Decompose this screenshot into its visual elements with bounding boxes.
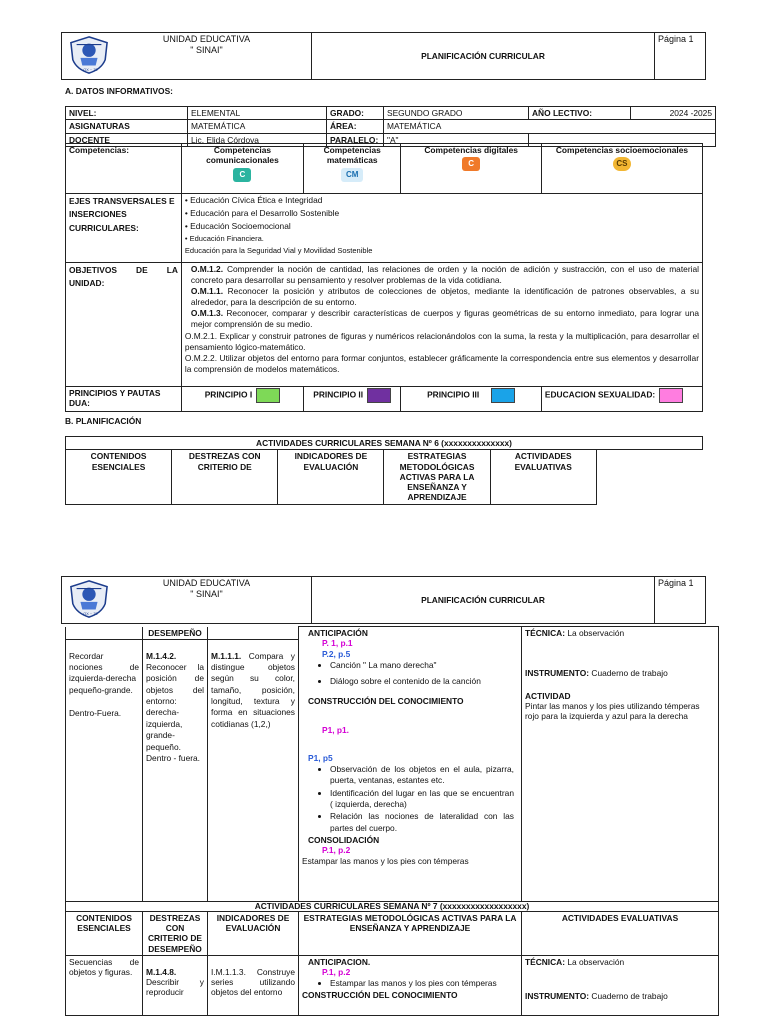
school-name-line2: " SINAI" (190, 44, 223, 55)
page-title: PLANIFICACIÓN CURRICULAR (312, 577, 655, 624)
col-actividades: ACTIVIDADES EVALUATIVAS (490, 450, 596, 504)
grado-label: GRADO: (327, 107, 384, 120)
details-table (65, 143, 703, 412)
contenidos-week6: Recordar nociones de izquierda-derecha pequeño-grande. Dentro-Fuera. (66, 639, 143, 901)
indicadores-week7: I.M.1.1.3. Construye series utilizando objetos del entorno (208, 955, 299, 1015)
eje-item: • Educación para el Desarrollo Sostenible (184, 208, 340, 219)
competencia-socioemocional: Competencias socioemocionales CS (541, 144, 702, 194)
principios-label: PRINCIPIOS Y PAUTAS DUA: (66, 387, 182, 412)
principio-2: PRINCIPIO II (303, 387, 400, 412)
ejes-label: EJES TRANSVERSALES E INSERCIONES CURRICULARES: (66, 194, 182, 263)
page-number: Página 1 (655, 33, 706, 80)
list-item: • Identificación del lugar en las que se encuentran ( izquierda, derecha) (330, 788, 514, 811)
page-title: PLANIFICACIÓN CURRICULAR (312, 33, 655, 80)
objetivos-label: OBJETIVOS DE LA UNIDAD: (66, 263, 182, 387)
eje-item: Educación para la Seguridad Vial y Movilidad Sostenible (184, 245, 373, 255)
educacion-sexualidad: EDUCACION SEXUALIDAD: (541, 387, 702, 412)
actividades-week6: TÉCNICA: La observación INSTRUMENTO: Cuaderno de trabajo ACTIVIDAD Pintar las manos y los pies utilizando témperas rojo para la izquierda y azul para la derecha (522, 627, 719, 902)
col-indicadores: INDICADORES DE EVALUACIÓN (278, 450, 384, 504)
list-item: • Diálogo sobre el contenido de la canción (330, 676, 518, 686)
col-destrezas: DESTREZAS CON CRITERIO DE (172, 450, 278, 504)
asignaturas-value: MATEMÁTICA (188, 120, 327, 133)
school-name-line1: UNIDAD EDUCATIVA (162, 34, 251, 44)
col-desempeno: DESEMPEÑO (143, 627, 208, 640)
asignaturas-label: ASIGNATURAS (66, 120, 188, 133)
school-name-line2: " SINAI" (190, 588, 223, 599)
contenidos-week7: Secuencias de objetos y figuras. (66, 955, 143, 1015)
col-destrezas: DESTREZAS CON CRITERIO DE DESEMPEÑO (143, 911, 208, 955)
indicadores-week6: M.1.1.1. Compara y distingue objetos según su color, tamaño, posición, longitud, textura y forma en situaciones cotidianas (1,2,) (208, 639, 299, 901)
actividades-week7: TÉCNICA: La observación INSTRUMENTO: Cuaderno de trabajo (522, 955, 719, 1015)
area-label: ÁREA: (327, 120, 384, 133)
area-value: MATEMÁTICA (384, 120, 716, 133)
school-cell (62, 33, 312, 80)
anio-value: 2024 -2025 (631, 107, 716, 120)
estrategias-week6: ANTICIPACIÓN P. 1, p.1 P.2, p.5 • Canción " La mano derecha" • Diálogo sobre el contenido de la canción CONSTRUCCIÓN DEL CONOCIMIENTO P1, p1. P1, p5 • Observación de los objetos en el aula, pizarra, puerta, ventanas, estantes etc. • Identificación del lugar en las que se encuentran ( izquierda, derecha) • Relación las nociones de lateralidad con las partes del cuerpo. CONSOLIDACIÓN P.1, p.2 Estampar las manos y los pies con témperas (299, 627, 522, 902)
destrezas-week7: M.1.4.8. Describir y reproducir (143, 955, 208, 1015)
col-contenidos: CONTENIDOS ESENCIALES (66, 450, 172, 504)
eje-item: • Educación Cívica Ética e Integridad (184, 195, 323, 205)
socioemocional-badge-icon: CS (613, 157, 631, 171)
educacion-sexualidad-swatch (659, 388, 683, 403)
principio-3: PRINCIPIO III (401, 387, 542, 412)
nivel-label: NIVEL: (66, 107, 188, 120)
paralelo-value: "A" (384, 133, 529, 146)
grado-value: SEGUNDO GRADO (384, 107, 529, 120)
competencia-comunicacional: Competencias comunicacionales C (181, 144, 303, 194)
section-a-title: A. DATOS INFORMATIVOS: (65, 86, 173, 96)
matematica-badge-icon: CM (341, 168, 363, 182)
school-logo-icon (66, 35, 112, 75)
info-table (65, 106, 716, 147)
competencia-digital: Competencias digitales C (401, 144, 542, 194)
school-cell (62, 577, 312, 624)
page2-header (61, 576, 706, 624)
competencias-label: Competencias: (66, 144, 182, 194)
week6-title: ACTIVIDADES CURRICULARES SEMANA Nº 6 (xxxxxxxxxxxxxx) (66, 437, 703, 450)
list-item: • Observación de los objetos en el aula, pizarra, puerta, ventanas, estantes etc. (330, 764, 514, 787)
col-indicadores: INDICADORES DE EVALUACIÓN (208, 911, 299, 955)
docente-value: Lic. Elida Córdova (188, 133, 327, 146)
principio-1-swatch (256, 388, 280, 403)
destrezas-week6: M.1.4.2. Reconocer la posición de objetos del entorno: derecha-izquierda, grande-pequeño. Dentro - fuera. (143, 639, 208, 901)
page1-header (61, 32, 706, 80)
col-actividades: ACTIVIDADES EVALUATIVAS (522, 911, 719, 955)
eje-item: • Educación Financiera. (184, 234, 264, 244)
digital-monitor-icon: C (462, 157, 480, 171)
list-item: • Canción " La mano derecha" (330, 660, 518, 670)
eje-item: • Educación Socioemocional (184, 221, 291, 232)
page-number: Página 1 (655, 577, 706, 624)
section-b-title: B. PLANIFICACIÓN (65, 416, 142, 426)
ejes-list (181, 194, 702, 263)
objetivos-text: O.M.1.2. Comprender la noción de cantidad, las relaciones de orden y la noción de adición y sustracción, con el uso de material concreto para desarrollar su pensamiento y resolver problemas de la vida cotidiana. O.M.1.1. Reconocer la posición y atributos de colecciones de objetos, mediante la identificación de patrones observables, a su alrededor, para la descripción de su entorno. O.M.1.3. Reconocer, comparar y describir características de cuerpos y figuras geométricas de su entorno inmediato, para lograr una mejor comprensión de su medio. O.M.2.1. Explicar y construir patrones de figuras y numéricos relacionándolos con la suma, la resta y la multiplicación, para desarrollar el pensamiento lógico-matemático. O.M.2.2. Utilizar objetos del entorno para formar conjuntos, establecer gráficamente la correspondencia entre sus elementos y desarrollar la comprensión de modelos matemáticos. (181, 263, 702, 387)
planning-table (65, 626, 719, 1016)
nivel-value: ELEMENTAL (188, 107, 327, 120)
week7-title: ACTIVIDADES CURRICULARES SEMANA Nº 7 (xxxxxxxxxxxxxxxxxx) (66, 901, 719, 911)
paralelo-label: PARALELO: (327, 133, 384, 146)
week6-table-head (65, 436, 703, 505)
estrategias-week7: ANTICIPACION. P.1, p.2 • Estampar las manos y los pies con témperas CONSTRUCCIÓN DEL CONOCIMIENTO (299, 955, 522, 1015)
principio-2-swatch (367, 388, 391, 403)
school-logo-icon (66, 579, 112, 619)
competencia-matematica: Competencias matemáticas CM (303, 144, 400, 194)
principio-1: PRINCIPIO I (181, 387, 303, 412)
comunicacional-badge-icon: C (233, 168, 251, 182)
list-item: • Relación las nociones de lateralidad con las partes del cuerpo. (330, 811, 514, 834)
col-contenidos: CONTENIDOS ESENCIALES (66, 911, 143, 955)
col-estrategias: ESTRATEGIAS METODOLÓGICAS ACTIVAS PARA LA ENSEÑANZA Y APRENDIZAJE (384, 450, 490, 504)
anio-label: AÑO LECTIVO: (529, 107, 631, 120)
list-item: • Estampar las manos y los pies con témperas (330, 978, 518, 988)
school-name-line1: UNIDAD EDUCATIVA (162, 578, 251, 588)
principio-3-swatch (491, 388, 515, 403)
docente-label: DOCENTE (66, 133, 188, 146)
col-estrategias: ESTRATEGIAS METODOLÓGICAS ACTIVAS PARA LA ENSEÑANZA Y APRENDIZAJE (299, 911, 522, 955)
